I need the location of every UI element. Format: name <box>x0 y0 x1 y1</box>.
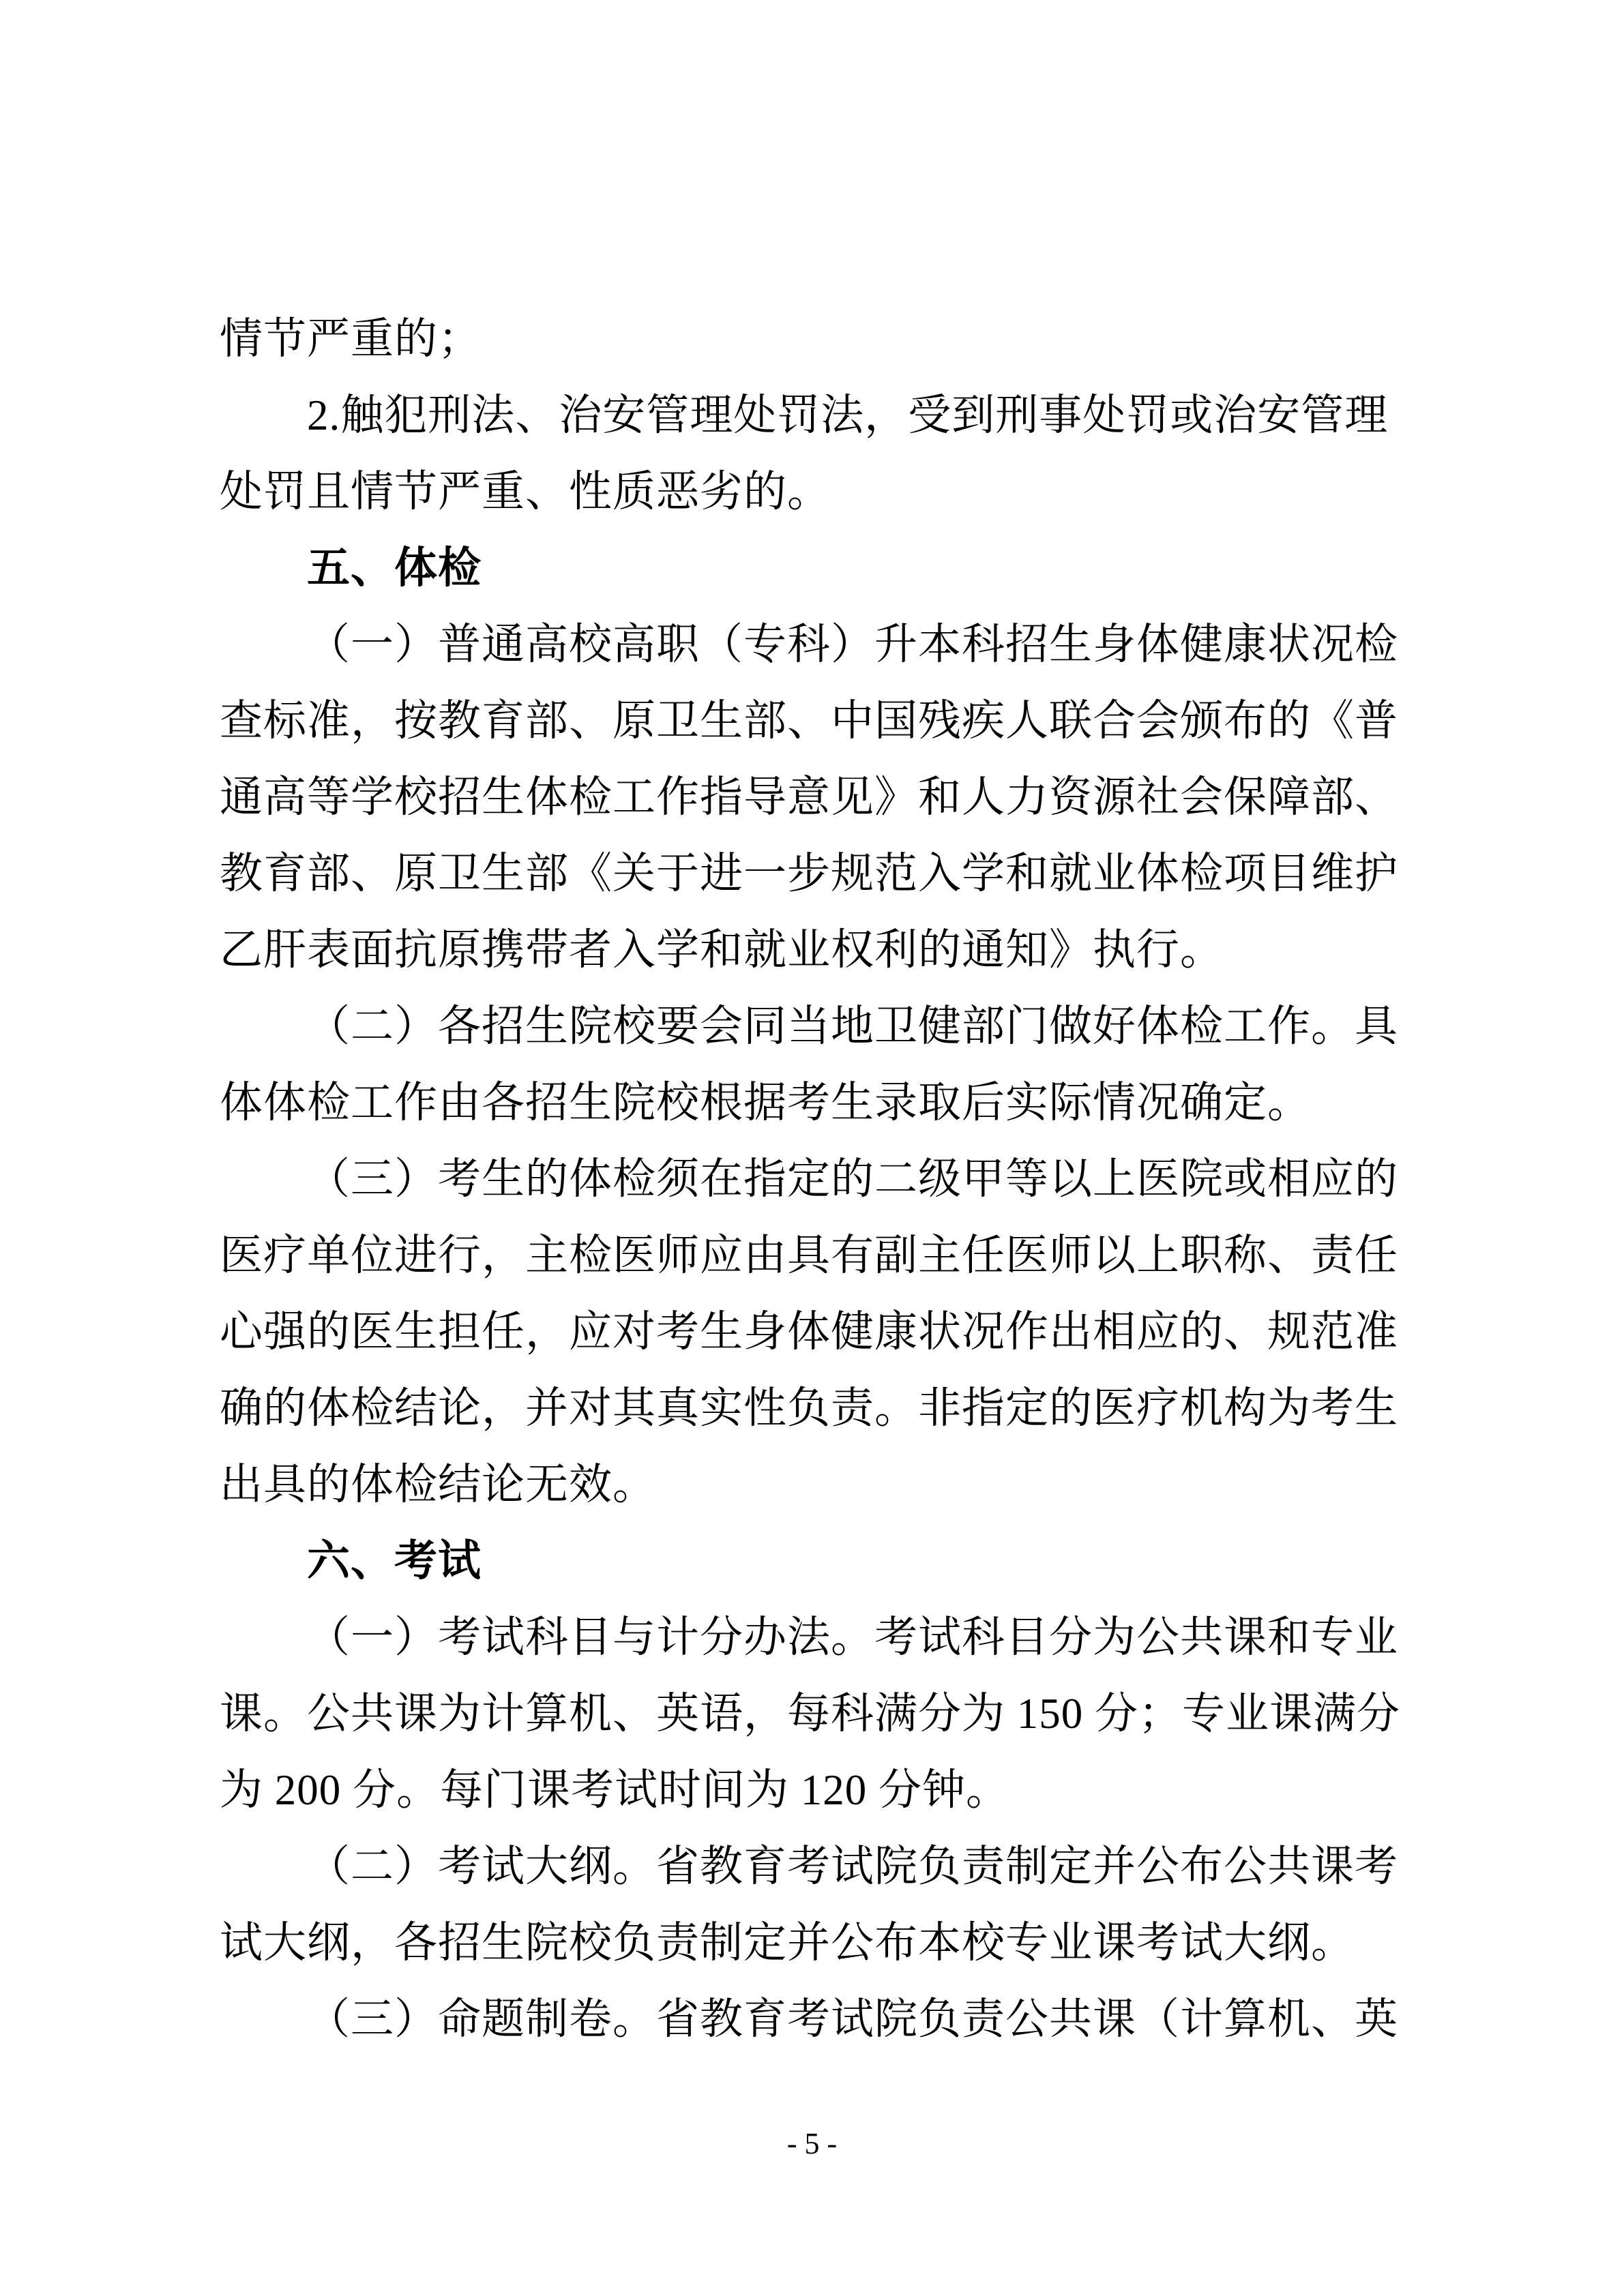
text-line: 通高等学校招生体检工作指导意见》和人力资源社会保障部、 <box>220 773 1398 821</box>
text-line: （二）各招生院校要会同当地卫健部门做好体检工作。具 <box>307 1002 1398 1050</box>
paragraph <box>220 988 1412 1141</box>
page-footer <box>0 2122 1624 2166</box>
paragraph <box>220 1141 1412 1523</box>
paragraph <box>220 301 1412 377</box>
paragraph <box>220 377 1412 530</box>
text-line: 医疗单位进行，主检医师应由具有副主任医师以上职称、责任 <box>220 1232 1398 1279</box>
text-line: 五、体检 <box>307 544 482 592</box>
text-line: 心强的医生担任，应对考生身体健康状况作出相应的、规范准 <box>220 1308 1398 1356</box>
text-line: 查标准，按教育部、原卫生部、中国残疾人联合会颁布的《普 <box>220 697 1398 745</box>
text-line: 六、考试 <box>307 1537 482 1585</box>
text-line: 乙肝表面抗原携带者入学和就业权利的通知》执行。 <box>220 926 1224 974</box>
text-line: （一）考试科目与计分办法。考试科目分为公共课和专业 <box>307 1613 1398 1661</box>
text-line: （三）考生的体检须在指定的二级甲等以上医院或相应的 <box>307 1155 1398 1203</box>
text-line: 为 200 分。每门课考试时间为 120 分钟。 <box>220 1766 1009 1814</box>
paragraph <box>220 606 1412 988</box>
text-line: （一）普通高校高职（专科）升本科招生身体健康状况检 <box>307 621 1398 668</box>
text-line: 课。公共课为计算机、英语，每科满分为 150 分；专业课满分 <box>220 1690 1400 1738</box>
text-line: 确的体检结论，并对其真实性负责。非指定的医疗机构为考生 <box>220 1384 1398 1432</box>
text-line: 处罚且情节严重、性质恶劣的。 <box>220 468 831 516</box>
text-line: 试大纲，各招生院校负责制定并公布本校专业课考试大纲。 <box>220 1919 1355 1967</box>
text-line: 情节严重的； <box>220 315 482 363</box>
paragraph <box>220 1981 1412 2057</box>
paragraph <box>220 1599 1412 1828</box>
section-heading <box>220 530 1412 606</box>
text-line: 2.触犯刑法、治安管理处罚法，受到刑事处罚或治安管理 <box>307 391 1389 439</box>
document-body <box>220 301 1412 2057</box>
text-line: 教育部、原卫生部《关于进一步规范入学和就业体检项目维护 <box>220 850 1398 897</box>
text-line: 出具的体检结论无效。 <box>220 1461 656 1508</box>
text-line: （二）考试大纲。省教育考试院负责制定并公布公共课考 <box>307 1843 1398 1890</box>
text-line: （三）命题制卷。省教育考试院负责公共课（计算机、英 <box>307 1995 1398 2043</box>
section-heading <box>220 1523 1412 1599</box>
page-number: - 5 - <box>786 2127 838 2160</box>
paragraph <box>220 1828 1412 1981</box>
text-line: 体体检工作由各招生院校根据考生录取后实际情况确定。 <box>220 1079 1311 1127</box>
